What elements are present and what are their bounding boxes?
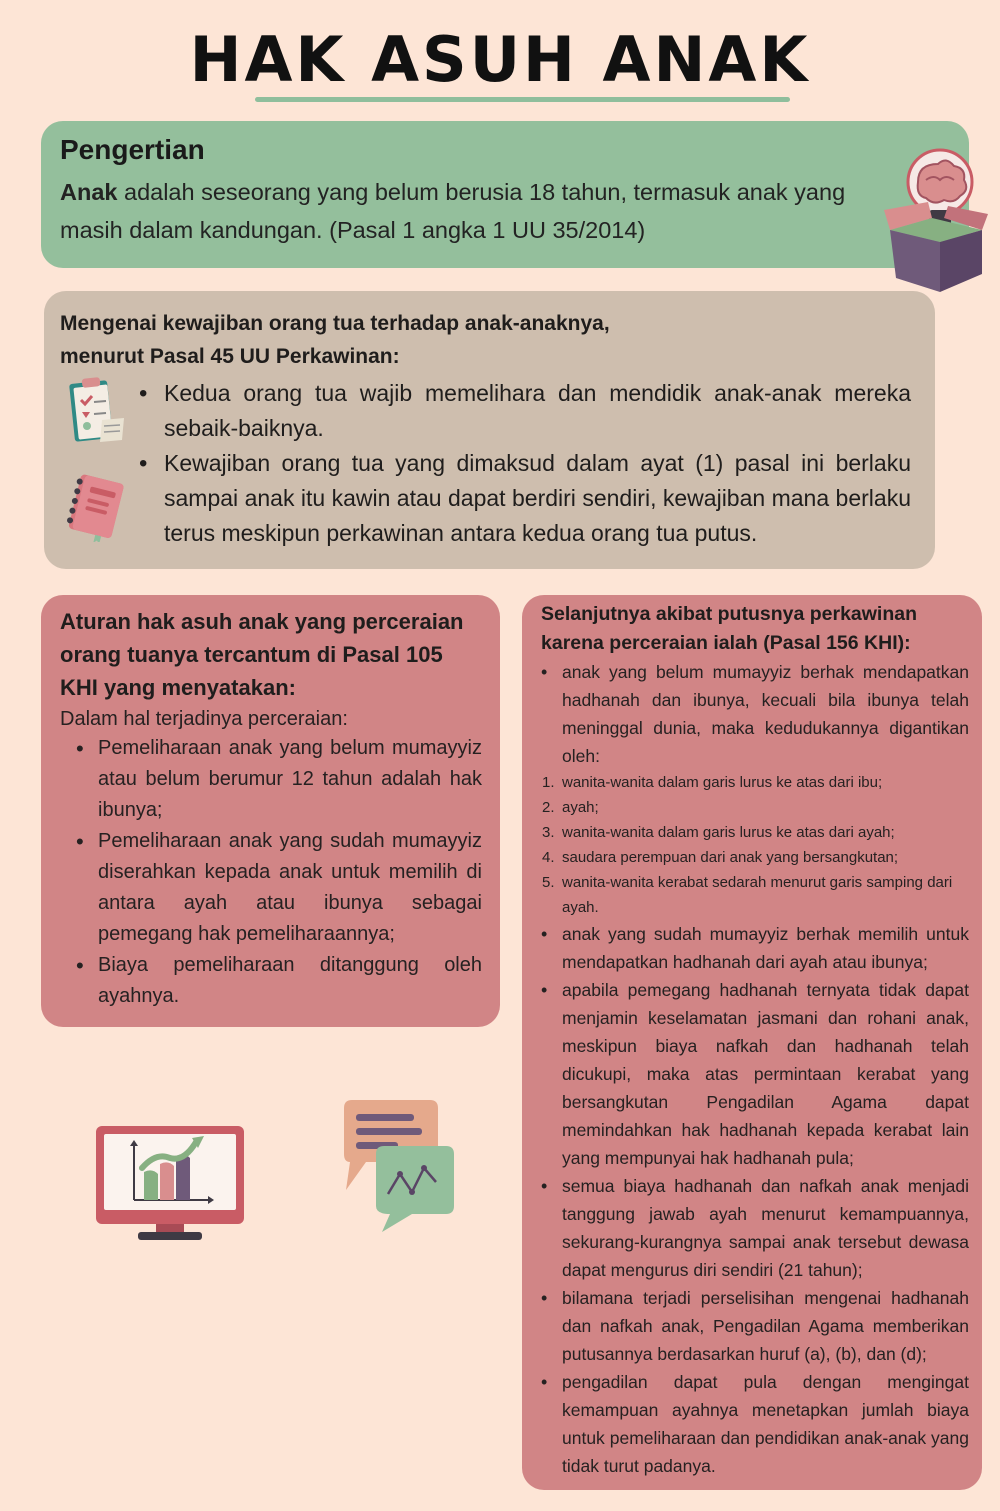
item-text: saudara perempuan dari anak yang bersangkutan; [562,849,899,866]
list-item: • bilamana terjadi perselisihan mengenai hadhanah dan nafkah anak, Pengadilan Agama memberikan putusannya berdasarkan huruf (a), (b), dan (d); [541,1284,969,1368]
list-item: • pengadilan dapat pula dengan mengingat kemampuan ayahnya menetapkan jumlah biaya untuk pemeliharaan dan pendidikan anak-anak yang tidak turut padanya. [541,1368,969,1480]
pasal105-list [76,733,482,1012]
chat-bubbles-icon [336,1098,456,1234]
list-item: • apabila pemegang hadhanah ternyata tidak dapat menjamin keselamatan jasmani dan rohani anak, meskipun biaya nafkah dan hadhanah telah dicukupi, maka atas permintaan kerabat yang bersangkutan Pengadilan Agama dapat memindahkan hak hadhanah kepada kerabat lain yang mempunyai hak hadhanah pula; [541,976,969,1172]
list-item: • anak yang belum mumayyiz berhak mendapatkan hadhanah dan ibunya, kecuali bila ibunya telah meninggal dunia, maka kedudukannya digantikan oleh: [541,658,969,770]
pasal156-heading: Selanjutnya akibat putusnya perkawinan karena perceraian ialah (Pasal 156 KHI): [541,603,918,654]
numbered-item [541,795,969,820]
list-item: • semua biaya hadhanah dan nafkah anak menjadi tanggung jawab ayah menurut kemampuannya, sekurang-kurangnya sampai anak tersebut dewasa dapat mengurus diri sendiri (21 tahun); [541,1172,969,1284]
notebook-icon [64,472,126,542]
pasal105-card [41,595,500,1027]
pengertian-card [41,121,969,268]
title-underline [255,97,790,102]
pengertian-heading: Pengertian [60,134,205,165]
item-text: wanita-wanita kerabat sedarah menurut garis samping dari ayah. [562,874,953,916]
item-text: wanita-wanita dalam garis lurus ke atas dari ayah; [562,824,895,841]
item-number: 3. [542,824,555,841]
list-item: • Biaya pemeliharaan ditanggung oleh ayahnya. [76,950,482,1012]
kewajiban-heading-line1: Mengenai kewajiban orang tua terhadap anak-anaknya, [60,312,610,335]
item-number: 4. [542,849,555,866]
list-item: • Pemeliharaan anak yang belum mumayyiz atau belum berumur 12 tahun adalah hak ibunya; [76,733,482,826]
list-item: • Pemeliharaan anak yang sudah mumayyiz diserahkan kepada anak untuk memilih di antara ayah atau ibunya sebagai pemegang hak pemeliharaannya; [76,826,482,950]
page-title: HAK ASUH ANAK [189,23,811,96]
kewajiban-list [139,376,911,551]
item-text: wanita-wanita dalam garis lurus ke atas dari ibu; [562,774,883,791]
numbered-item [541,845,969,870]
pasal105-intro: Dalam hal terjadinya perceraian: [60,708,348,730]
list-item: • anak yang sudah mumayyiz berhak memilih untuk mendapatkan hadhanah dari ayah atau ibunya; [541,920,969,976]
pengertian-term: Anak [60,179,118,205]
numbered-item [541,870,969,920]
monitor-chart-icon [94,1124,246,1242]
item-number: 1. [542,774,555,791]
list-item: • Kedua orang tua wajib memelihara dan mendidik anak-anak mereka sebaik-baiknya. [139,376,911,446]
kewajiban-card [44,291,935,569]
numbered-item [541,770,969,795]
item-number: 2. [542,799,555,816]
pengertian-text [60,173,905,249]
lightbulb-box-icon [882,146,990,292]
pasal156-card [522,595,982,1490]
pasal156-body [541,658,969,1480]
item-number: 5. [542,874,555,891]
pasal105-heading: Aturan hak asuh anak yang perceraian orang tuanya tercantum di Pasal 105 KHI yang menyatakan: [60,609,464,700]
kewajiban-heading [60,307,760,373]
list-item: • Kewajiban orang tua yang dimaksud dalam ayat (1) pasal ini berlaku sampai anak itu kawin atau dapat berdiri sendiri, kewajiban mana berlaku terus meskipun perkawinan antara kedua orang tua putus. [139,446,911,551]
kewajiban-heading-line2: menurut Pasal 45 UU Perkawinan: [60,345,400,368]
pasal156-numbered-list [541,770,969,920]
clipboard-icon [66,374,126,444]
numbered-item [541,820,969,845]
pengertian-definition: adalah seseorang yang belum berusia 18 tahun, termasuk anak yang masih dalam kandungan. (Pasal 1 angka 1 UU 35/2014) [60,179,846,243]
item-text: ayah; [562,799,599,816]
